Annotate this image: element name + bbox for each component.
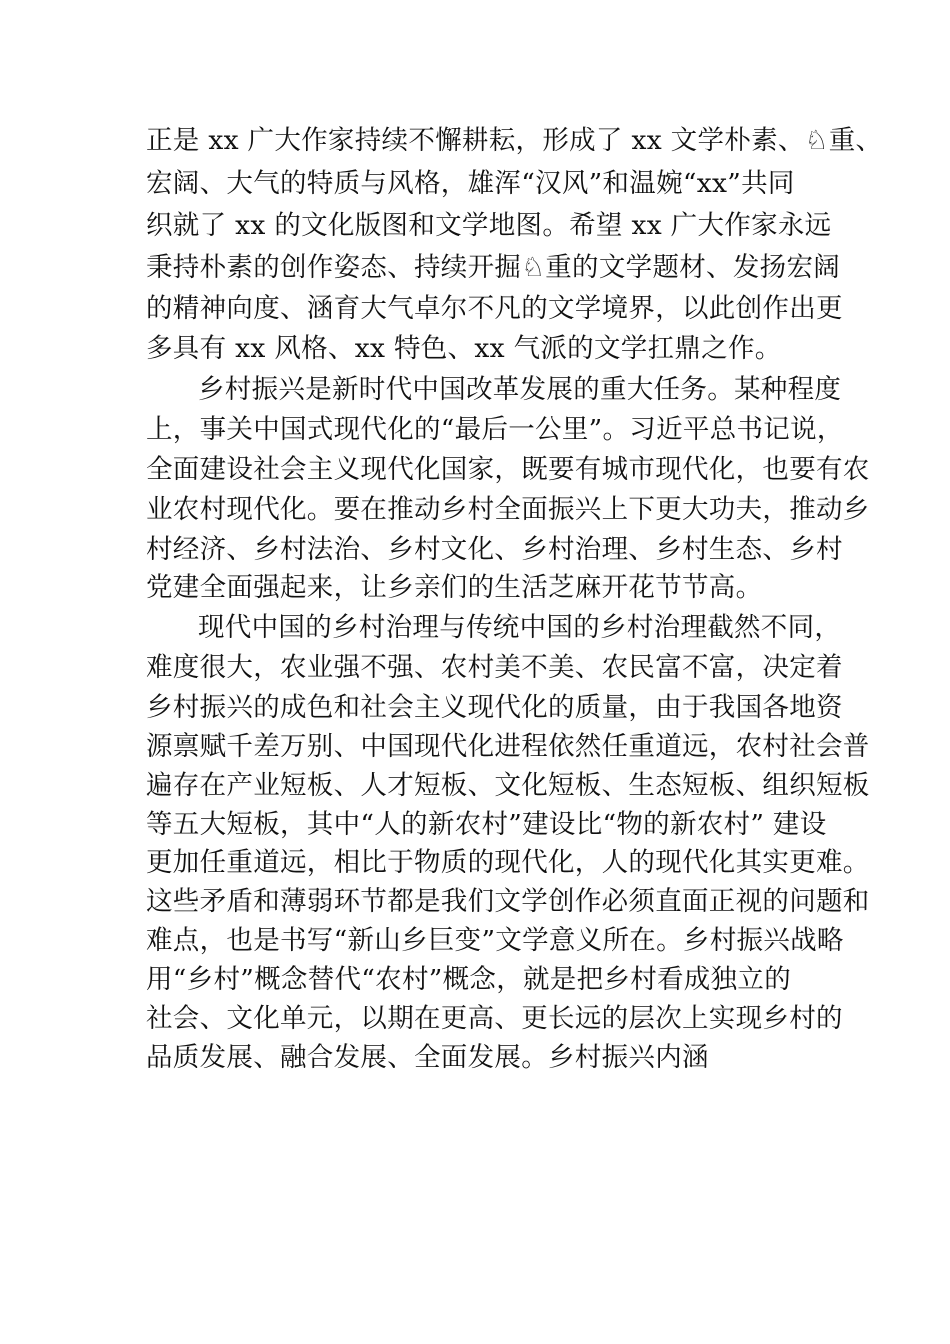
paragraph-3-line-9: 难点，也是书写“新山乡巨变”文学意义所在。乡村振兴战略 [146,925,844,956]
paragraph-3-line-1: 现代中国的乡村治理与传统中国的乡村治理截然不同， [198,612,842,643]
paragraph-3-line-6: 等五大短板，其中“人的新农村”建设比“物的新农村” 建设 [146,809,827,840]
paragraph-3-line-10: 用“乡村”概念替代“农村”概念，就是把乡村看成独立的 [146,964,791,995]
paragraph-1-line-4: 秉持朴素的创作姿态、持续开掘♘重的文学题材、发扬宏阔 [146,252,841,283]
paragraph-2-line-3: 全面建设社会主义现代化国家，既要有城市现代化，也要有农 [146,454,870,485]
paragraph-2-line-4: 业农村现代化。要在推动乡村全面振兴上下更大功夫，推动乡 [146,494,870,525]
paragraph-3-line-2: 难度很大，农业强不强、农村美不美、农民富不富，决定着 [146,652,843,683]
paragraph-3-line-12: 品质发展、融合发展、全面发展。乡村振兴内涵 [146,1042,709,1073]
paragraph-3-line-3: 乡村振兴的成色和社会主义现代化的质量，由于我国各地资 [146,692,843,723]
paragraph-1-line-2: 宏阔、大气的特质与风格，雄浑“汉风”和温婉“xx”共同 [146,168,795,199]
paragraph-3-line-5: 遍存在产业短板、人才短板、文化短板、生态短板、组织短板 [146,770,870,801]
paragraph-1-line-5: 的精神向度、涵育大气卓尔不凡的文学境界，以此创作出更 [146,293,843,324]
paragraph-1-line-6: 多具有 xx 风格、xx 特色、xx 气派的文学扛鼎之作。 [146,333,782,364]
paragraph-1-line-1: 正是 xx 广大作家持续不懈耕耘，形成了 xx 文学朴素、♘重、 [146,125,883,156]
paragraph-2-line-2: 上，事关中国式现代化的“最后一公里”。习近平总书记说， [146,414,844,445]
paragraph-2-line-1: 乡村振兴是新时代中国改革发展的重大任务。某种程度 [198,374,842,405]
paragraph-3-line-11: 社会、文化单元，以期在更高、更长远的层次上实现乡村的 [146,1003,843,1034]
paragraph-1-line-3: 织就了 xx 的文化版图和文学地图。希望 xx 广大作家永远 [146,210,832,241]
paragraph-2-line-6: 党建全面强起来，让乡亲们的生活芝麻开花节节高。 [146,572,763,603]
paragraph-3-line-8: 这些矛盾和薄弱环节都是我们文学创作必须直面正视的问题和 [146,886,870,917]
paragraph-2-line-5: 村经济、乡村法治、乡村文化、乡村治理、乡村生态、乡村 [146,534,843,565]
paragraph-3-line-4: 源禀赋千差万别、中国现代化进程依然任重道远，农村社会普 [146,731,870,762]
paragraph-3-line-7: 更加任重道远，相比于物质的现代化，人的现代化其实更难。 [146,847,870,878]
